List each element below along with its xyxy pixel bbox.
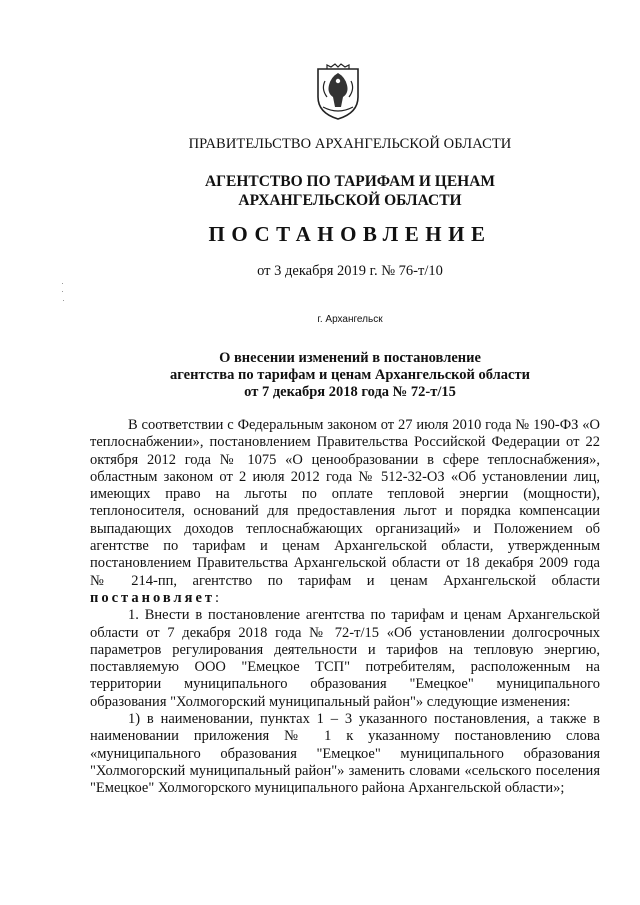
subject-line2: агентства по тарифам и ценам Архангельской области [170,367,530,383]
subject-line3: от 7 декабря 2018 года № 72-т/15 [244,384,456,400]
document-body [90,417,600,798]
margin-mark [62,291,63,292]
body-paragraph-3: 1) в наименовании, пунктах 1 – 3 указанного постановления, а также в наименовании приложения № 1 к указанному постановлению слова «муниципального образования "Емецкое" муниципального образования "Холмогорский муниципальный район"» заменить словами «сельского поселения "Емецкое" Холмогорского муниципального района Архангельской области»; [90,711,600,797]
city-name: г. Архангельск [317,314,383,325]
margin-mark [63,300,64,301]
subject-line1: О внесении изменений в постановление [219,350,481,366]
document-subject [0,350,640,401]
document-date-number: от 3 декабря 2019 г. № 76-т/10 [257,263,443,279]
agency-name-line2: АРХАНГЕЛЬСКОЙ ОБЛАСТИ [238,192,462,209]
agency-name [0,172,640,210]
paragraph-1-end: : [215,589,220,606]
coat-of-arms-icon [315,63,361,121]
government-name: ПРАВИТЕЛЬСТВО АРХАНГЕЛЬСКОЙ ОБЛАСТИ [188,136,512,152]
body-paragraph-1 [90,417,600,607]
document-type-title: ПОСТАНОВЛЕНИЕ [208,222,492,246]
agency-name-line1: АГЕНТСТВО ПО ТАРИФАМ И ЦЕНАМ [204,173,496,190]
paragraph-1-text: В соответствии с Федеральным законом от 27 июля 2010 года № 190-ФЗ «О теплоснабжении», постановлением Правительства Российской Федерации от 22 октября 2012 года № 1075 «О ценообразовании в сфере теплоснабжения», областным законом от 2 июля 2012 года № 512-32-ОЗ «Об установлении лиц, имеющих право на льготы по оплате тепловой энергии (мощности), теплоносителя, оснований для предоставления льгот и порядка компенсации выпадающих доходов теплоснабжающих организаций» и Положением об агентстве по тарифам и ценам Архангельской области, утвержденным постановлением Правительства Архангельской области от 18 декабря 2009 года № 214-пп, агентство по тарифам и ценам Архангельской области [90,417,600,589]
body-paragraph-2: 1. Внести в постановление агентства по тарифам и ценам Архангельской области от 7 декабря 2018 года № 72-т/15 «Об установлении долгосрочных параметров регулирования деятельности и тарифов на тепловую энергию, поставляемую ООО "Емецкое ТСП" потребителям, расположенным на территории муниципального образования "Емецкое" муниципального образования "Холмогорский муниципальный район"» следующие изменения: [90,607,600,710]
margin-mark [62,283,63,284]
decree-word: постановляет [90,589,216,606]
